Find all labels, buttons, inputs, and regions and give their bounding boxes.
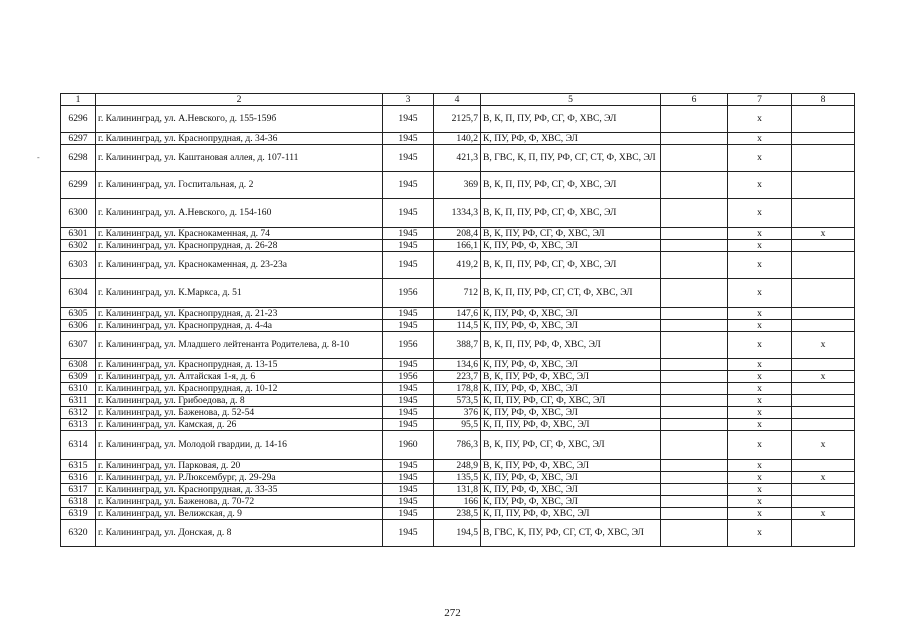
table-row <box>61 172 855 199</box>
cell-address: г. Калининград, ул. Краснопрудная, д. 34-36 <box>96 133 383 145</box>
cell-year: 1945 <box>383 419 434 431</box>
cell-col8 <box>792 279 855 308</box>
cell-col6 <box>661 472 728 484</box>
table-row <box>61 252 855 279</box>
cell-year: 1945 <box>383 199 434 228</box>
cell-col7: х <box>728 199 792 228</box>
cell-year: 1945 <box>383 228 434 240</box>
cell-works: К, П, ПУ, РФ, Ф, ХВС, ЭЛ <box>481 419 661 431</box>
column-header-7: 7 <box>728 94 792 106</box>
cell-col6 <box>661 106 728 133</box>
table-row <box>61 332 855 359</box>
cell-col6 <box>661 407 728 419</box>
cell-col8 <box>792 520 855 547</box>
cell-works: К, ПУ, РФ, Ф, ХВС, ЭЛ <box>481 472 661 484</box>
cell-area: 248,9 <box>434 460 481 472</box>
cell-year: 1956 <box>383 371 434 383</box>
cell-number: 6303 <box>61 252 96 279</box>
table-row <box>61 419 855 431</box>
cell-works: К, ПУ, РФ, Ф, ХВС, ЭЛ <box>481 133 661 145</box>
cell-address: г. Калининград, ул. Краснопрудная, д. 10-12 <box>96 383 383 395</box>
cell-area: 166 <box>434 496 481 508</box>
cell-year: 1945 <box>383 106 434 133</box>
cell-area: 131,8 <box>434 484 481 496</box>
cell-col6 <box>661 383 728 395</box>
cell-col8 <box>792 145 855 172</box>
cell-year: 1945 <box>383 383 434 395</box>
cell-number: 6296 <box>61 106 96 133</box>
cell-col7: х <box>728 133 792 145</box>
cell-col8 <box>792 172 855 199</box>
cell-number: 6300 <box>61 199 96 228</box>
cell-year: 1945 <box>383 308 434 320</box>
cell-area: 166,1 <box>434 240 481 252</box>
cell-area: 238,5 <box>434 508 481 520</box>
cell-col8: х <box>792 431 855 460</box>
cell-col6 <box>661 228 728 240</box>
cell-col8 <box>792 308 855 320</box>
cell-col6 <box>661 308 728 320</box>
cell-year: 1945 <box>383 145 434 172</box>
table-row <box>61 359 855 371</box>
cell-address: г. Калининград, ул. Велижская, д. 9 <box>96 508 383 520</box>
cell-col8 <box>792 395 855 407</box>
cell-area: 95,5 <box>434 419 481 431</box>
cell-year: 1945 <box>383 240 434 252</box>
cell-address: г. Калининград, ул. Парковая, д. 20 <box>96 460 383 472</box>
cell-works: В, ГВС, К, ПУ, РФ, СГ, СТ, Ф, ХВС, ЭЛ <box>481 520 661 547</box>
table-row <box>61 520 855 547</box>
cell-address: г. Калининград, ул. А.Невского, д. 155-159б <box>96 106 383 133</box>
cell-number: 6313 <box>61 419 96 431</box>
cell-col6 <box>661 460 728 472</box>
cell-works: К, П, ПУ, РФ, СГ, Ф, ХВС, ЭЛ <box>481 395 661 407</box>
cell-area: 223,7 <box>434 371 481 383</box>
cell-works: В, К, П, ПУ, РФ, СГ, Ф, ХВС, ЭЛ <box>481 199 661 228</box>
cell-col7: х <box>728 228 792 240</box>
cell-col7: х <box>728 371 792 383</box>
cell-col6 <box>661 133 728 145</box>
table-row <box>61 508 855 520</box>
cell-year: 1956 <box>383 332 434 359</box>
cell-address: г. Калининград, ул. Краснокаменная, д. 74 <box>96 228 383 240</box>
cell-col8 <box>792 359 855 371</box>
cell-col7: х <box>728 332 792 359</box>
cell-works: В, К, П, ПУ, РФ, СГ, Ф, ХВС, ЭЛ <box>481 172 661 199</box>
cell-number: 6308 <box>61 359 96 371</box>
cell-col7: х <box>728 395 792 407</box>
cell-address: г. Калининград, ул. Госпитальная, д. 2 <box>96 172 383 199</box>
column-header-2: 2 <box>96 94 383 106</box>
cell-number: 6297 <box>61 133 96 145</box>
cell-col8: х <box>792 332 855 359</box>
table-body <box>61 94 855 547</box>
cell-col8 <box>792 252 855 279</box>
cell-area: 419,2 <box>434 252 481 279</box>
cell-year: 1945 <box>383 133 434 145</box>
cell-works: К, ПУ, РФ, Ф, ХВС, ЭЛ <box>481 359 661 371</box>
cell-col6 <box>661 484 728 496</box>
cell-year: 1945 <box>383 520 434 547</box>
column-header-3: 3 <box>383 94 434 106</box>
table-row <box>61 106 855 133</box>
cell-number: 6301 <box>61 228 96 240</box>
cell-address: г. Калининград, ул. Баженова, д. 52-54 <box>96 407 383 419</box>
cell-area: 421,3 <box>434 145 481 172</box>
cell-works: В, К, П, ПУ, РФ, СГ, СТ, Ф, ХВС, ЭЛ <box>481 279 661 308</box>
cell-col6 <box>661 359 728 371</box>
cell-col6 <box>661 431 728 460</box>
cell-col6 <box>661 199 728 228</box>
cell-address: г. Калининград, ул. К.Маркса, д. 51 <box>96 279 383 308</box>
cell-col6 <box>661 520 728 547</box>
cell-number: 6314 <box>61 431 96 460</box>
table-row <box>61 395 855 407</box>
table-row <box>61 320 855 332</box>
cell-area: 2125,7 <box>434 106 481 133</box>
cell-works: К, ПУ, РФ, Ф, ХВС, ЭЛ <box>481 496 661 508</box>
cell-works: В, ГВС, К, П, ПУ, РФ, СГ, СТ, Ф, ХВС, ЭЛ <box>481 145 661 172</box>
housing-table <box>60 93 855 547</box>
cell-address: г. Калининград, ул. Младшего лейтенанта Родителева, д. 8-10 <box>96 332 383 359</box>
table-row <box>61 199 855 228</box>
cell-col8 <box>792 383 855 395</box>
cell-col8 <box>792 199 855 228</box>
cell-col6 <box>661 279 728 308</box>
cell-number: 6307 <box>61 332 96 359</box>
cell-year: 1945 <box>383 460 434 472</box>
cell-number: 6309 <box>61 371 96 383</box>
cell-works: К, П, ПУ, РФ, Ф, ХВС, ЭЛ <box>481 508 661 520</box>
cell-works: В, К, ПУ, РФ, СГ, Ф, ХВС, ЭЛ <box>481 431 661 460</box>
cell-col8 <box>792 484 855 496</box>
cell-col6 <box>661 240 728 252</box>
cell-works: В, К, ПУ, РФ, СГ, Ф, ХВС, ЭЛ <box>481 228 661 240</box>
cell-col6 <box>661 419 728 431</box>
cell-area: 147,6 <box>434 308 481 320</box>
cell-area: 135,5 <box>434 472 481 484</box>
cell-col8 <box>792 106 855 133</box>
cell-col8 <box>792 419 855 431</box>
cell-number: 6306 <box>61 320 96 332</box>
cell-number: 6302 <box>61 240 96 252</box>
cell-works: К, ПУ, РФ, Ф, ХВС, ЭЛ <box>481 383 661 395</box>
column-header-5: 5 <box>481 94 661 106</box>
cell-address: г. Калининград, ул. Баженова, д. 70-72 <box>96 496 383 508</box>
table-row <box>61 496 855 508</box>
cell-col8 <box>792 320 855 332</box>
cell-year: 1945 <box>383 496 434 508</box>
cell-col8 <box>792 496 855 508</box>
cell-works: К, ПУ, РФ, Ф, ХВС, ЭЛ <box>481 320 661 332</box>
table-header-row <box>61 94 855 106</box>
cell-address: г. Калининград, ул. Краснопрудная, д. 33-35 <box>96 484 383 496</box>
column-header-6: 6 <box>661 94 728 106</box>
cell-col7: х <box>728 508 792 520</box>
cell-address: г. Калининград, ул. Краснопрудная, д. 21-23 <box>96 308 383 320</box>
table-row <box>61 133 855 145</box>
cell-works: К, ПУ, РФ, Ф, ХВС, ЭЛ <box>481 484 661 496</box>
cell-address: г. Калининград, ул. Р.Люксембург, д. 29-29а <box>96 472 383 484</box>
cell-col7: х <box>728 252 792 279</box>
cell-col6 <box>661 332 728 359</box>
cell-year: 1945 <box>383 484 434 496</box>
cell-number: 6316 <box>61 472 96 484</box>
table-row <box>61 279 855 308</box>
cell-number: 6312 <box>61 407 96 419</box>
cell-address: г. Калининград, ул. Грибоедова, д. 8 <box>96 395 383 407</box>
cell-area: 369 <box>434 172 481 199</box>
cell-col7: х <box>728 472 792 484</box>
cell-works: В, К, П, ПУ, РФ, СГ, Ф, ХВС, ЭЛ <box>481 106 661 133</box>
cell-col7: х <box>728 419 792 431</box>
cell-col7: х <box>728 172 792 199</box>
table-row <box>61 308 855 320</box>
cell-works: В, К, ПУ, РФ, Ф, ХВС, ЭЛ <box>481 460 661 472</box>
cell-col6 <box>661 172 728 199</box>
cell-area: 712 <box>434 279 481 308</box>
cell-col7: х <box>728 383 792 395</box>
cell-col6 <box>661 508 728 520</box>
table-row <box>61 407 855 419</box>
cell-address: г. Калининград, ул. Алтайская 1-я, д. 6 <box>96 371 383 383</box>
cell-col7: х <box>728 484 792 496</box>
cell-col6 <box>661 252 728 279</box>
cell-year: 1945 <box>383 407 434 419</box>
cell-area: 194,5 <box>434 520 481 547</box>
cell-year: 1945 <box>383 359 434 371</box>
cell-number: 6305 <box>61 308 96 320</box>
cell-col6 <box>661 145 728 172</box>
table-row <box>61 371 855 383</box>
cell-year: 1945 <box>383 252 434 279</box>
cell-col7: х <box>728 106 792 133</box>
cell-col7: х <box>728 460 792 472</box>
cell-works: К, ПУ, РФ, Ф, ХВС, ЭЛ <box>481 308 661 320</box>
cell-address: г. Калининград, ул. Каштановая аллея, д. 107-111 <box>96 145 383 172</box>
cell-area: 208,4 <box>434 228 481 240</box>
cell-col8 <box>792 133 855 145</box>
cell-address: г. Калининград, ул. Камская, д. 26 <box>96 419 383 431</box>
cell-works: В, К, П, ПУ, РФ, Ф, ХВС, ЭЛ <box>481 332 661 359</box>
cell-number: 6315 <box>61 460 96 472</box>
table-row <box>61 383 855 395</box>
page-number: 272 <box>444 607 461 619</box>
cell-number: 6310 <box>61 383 96 395</box>
cell-col8 <box>792 407 855 419</box>
cell-year: 1956 <box>383 279 434 308</box>
table-row <box>61 240 855 252</box>
cell-col8: х <box>792 508 855 520</box>
cell-col6 <box>661 395 728 407</box>
cell-number: 6311 <box>61 395 96 407</box>
cell-year: 1945 <box>383 172 434 199</box>
cell-year: 1960 <box>383 431 434 460</box>
cell-col7: х <box>728 520 792 547</box>
cell-col7: х <box>728 279 792 308</box>
cell-number: 6320 <box>61 520 96 547</box>
cell-number: 6298 <box>61 145 96 172</box>
cell-address: г. Калининград, ул. Краснокаменная, д. 23-23а <box>96 252 383 279</box>
cell-works: К, ПУ, РФ, Ф, ХВС, ЭЛ <box>481 407 661 419</box>
cell-area: 134,6 <box>434 359 481 371</box>
cell-col8: х <box>792 228 855 240</box>
cell-number: 6317 <box>61 484 96 496</box>
cell-area: 376 <box>434 407 481 419</box>
cell-address: г. Калининград, ул. Краснопрудная, д. 26-28 <box>96 240 383 252</box>
table-row <box>61 472 855 484</box>
cell-col7: х <box>728 145 792 172</box>
cell-address: г. Калининград, ул. Донская, д. 8 <box>96 520 383 547</box>
cell-area: 786,3 <box>434 431 481 460</box>
cell-col8 <box>792 240 855 252</box>
cell-col7: х <box>728 407 792 419</box>
table-row <box>61 431 855 460</box>
margin-mark: - <box>37 153 40 162</box>
cell-col8 <box>792 460 855 472</box>
cell-works: К, ПУ, РФ, Ф, ХВС, ЭЛ <box>481 240 661 252</box>
cell-address: г. Калининград, ул. Краснопрудная, д. 13-15 <box>96 359 383 371</box>
cell-col7: х <box>728 308 792 320</box>
cell-number: 6319 <box>61 508 96 520</box>
cell-col8: х <box>792 371 855 383</box>
cell-col7: х <box>728 320 792 332</box>
cell-col7: х <box>728 431 792 460</box>
table-row <box>61 228 855 240</box>
cell-col7: х <box>728 240 792 252</box>
cell-area: 114,5 <box>434 320 481 332</box>
column-header-8: 8 <box>792 94 855 106</box>
cell-number: 6304 <box>61 279 96 308</box>
cell-year: 1945 <box>383 395 434 407</box>
cell-area: 573,5 <box>434 395 481 407</box>
cell-address: г. Калининград, ул. Краснопрудная, д. 4-4а <box>96 320 383 332</box>
cell-number: 6318 <box>61 496 96 508</box>
cell-area: 140,2 <box>434 133 481 145</box>
cell-col7: х <box>728 496 792 508</box>
cell-col6 <box>661 496 728 508</box>
cell-address: г. Калининград, ул. Молодой гвардии, д. 14-16 <box>96 431 383 460</box>
cell-works: В, К, ПУ, РФ, Ф, ХВС, ЭЛ <box>481 371 661 383</box>
cell-area: 388,7 <box>434 332 481 359</box>
table-row <box>61 460 855 472</box>
cell-year: 1945 <box>383 320 434 332</box>
cell-works: В, К, П, ПУ, РФ, СГ, Ф, ХВС, ЭЛ <box>481 252 661 279</box>
cell-area: 178,8 <box>434 383 481 395</box>
table-row <box>61 484 855 496</box>
cell-number: 6299 <box>61 172 96 199</box>
cell-year: 1945 <box>383 508 434 520</box>
cell-address: г. Калининград, ул. А.Невского, д. 154-160 <box>96 199 383 228</box>
cell-col8: х <box>792 472 855 484</box>
table-row <box>61 145 855 172</box>
cell-col6 <box>661 371 728 383</box>
cell-year: 1945 <box>383 472 434 484</box>
cell-area: 1334,3 <box>434 199 481 228</box>
cell-col6 <box>661 320 728 332</box>
cell-col7: х <box>728 359 792 371</box>
column-header-1: 1 <box>61 94 96 106</box>
column-header-4: 4 <box>434 94 481 106</box>
